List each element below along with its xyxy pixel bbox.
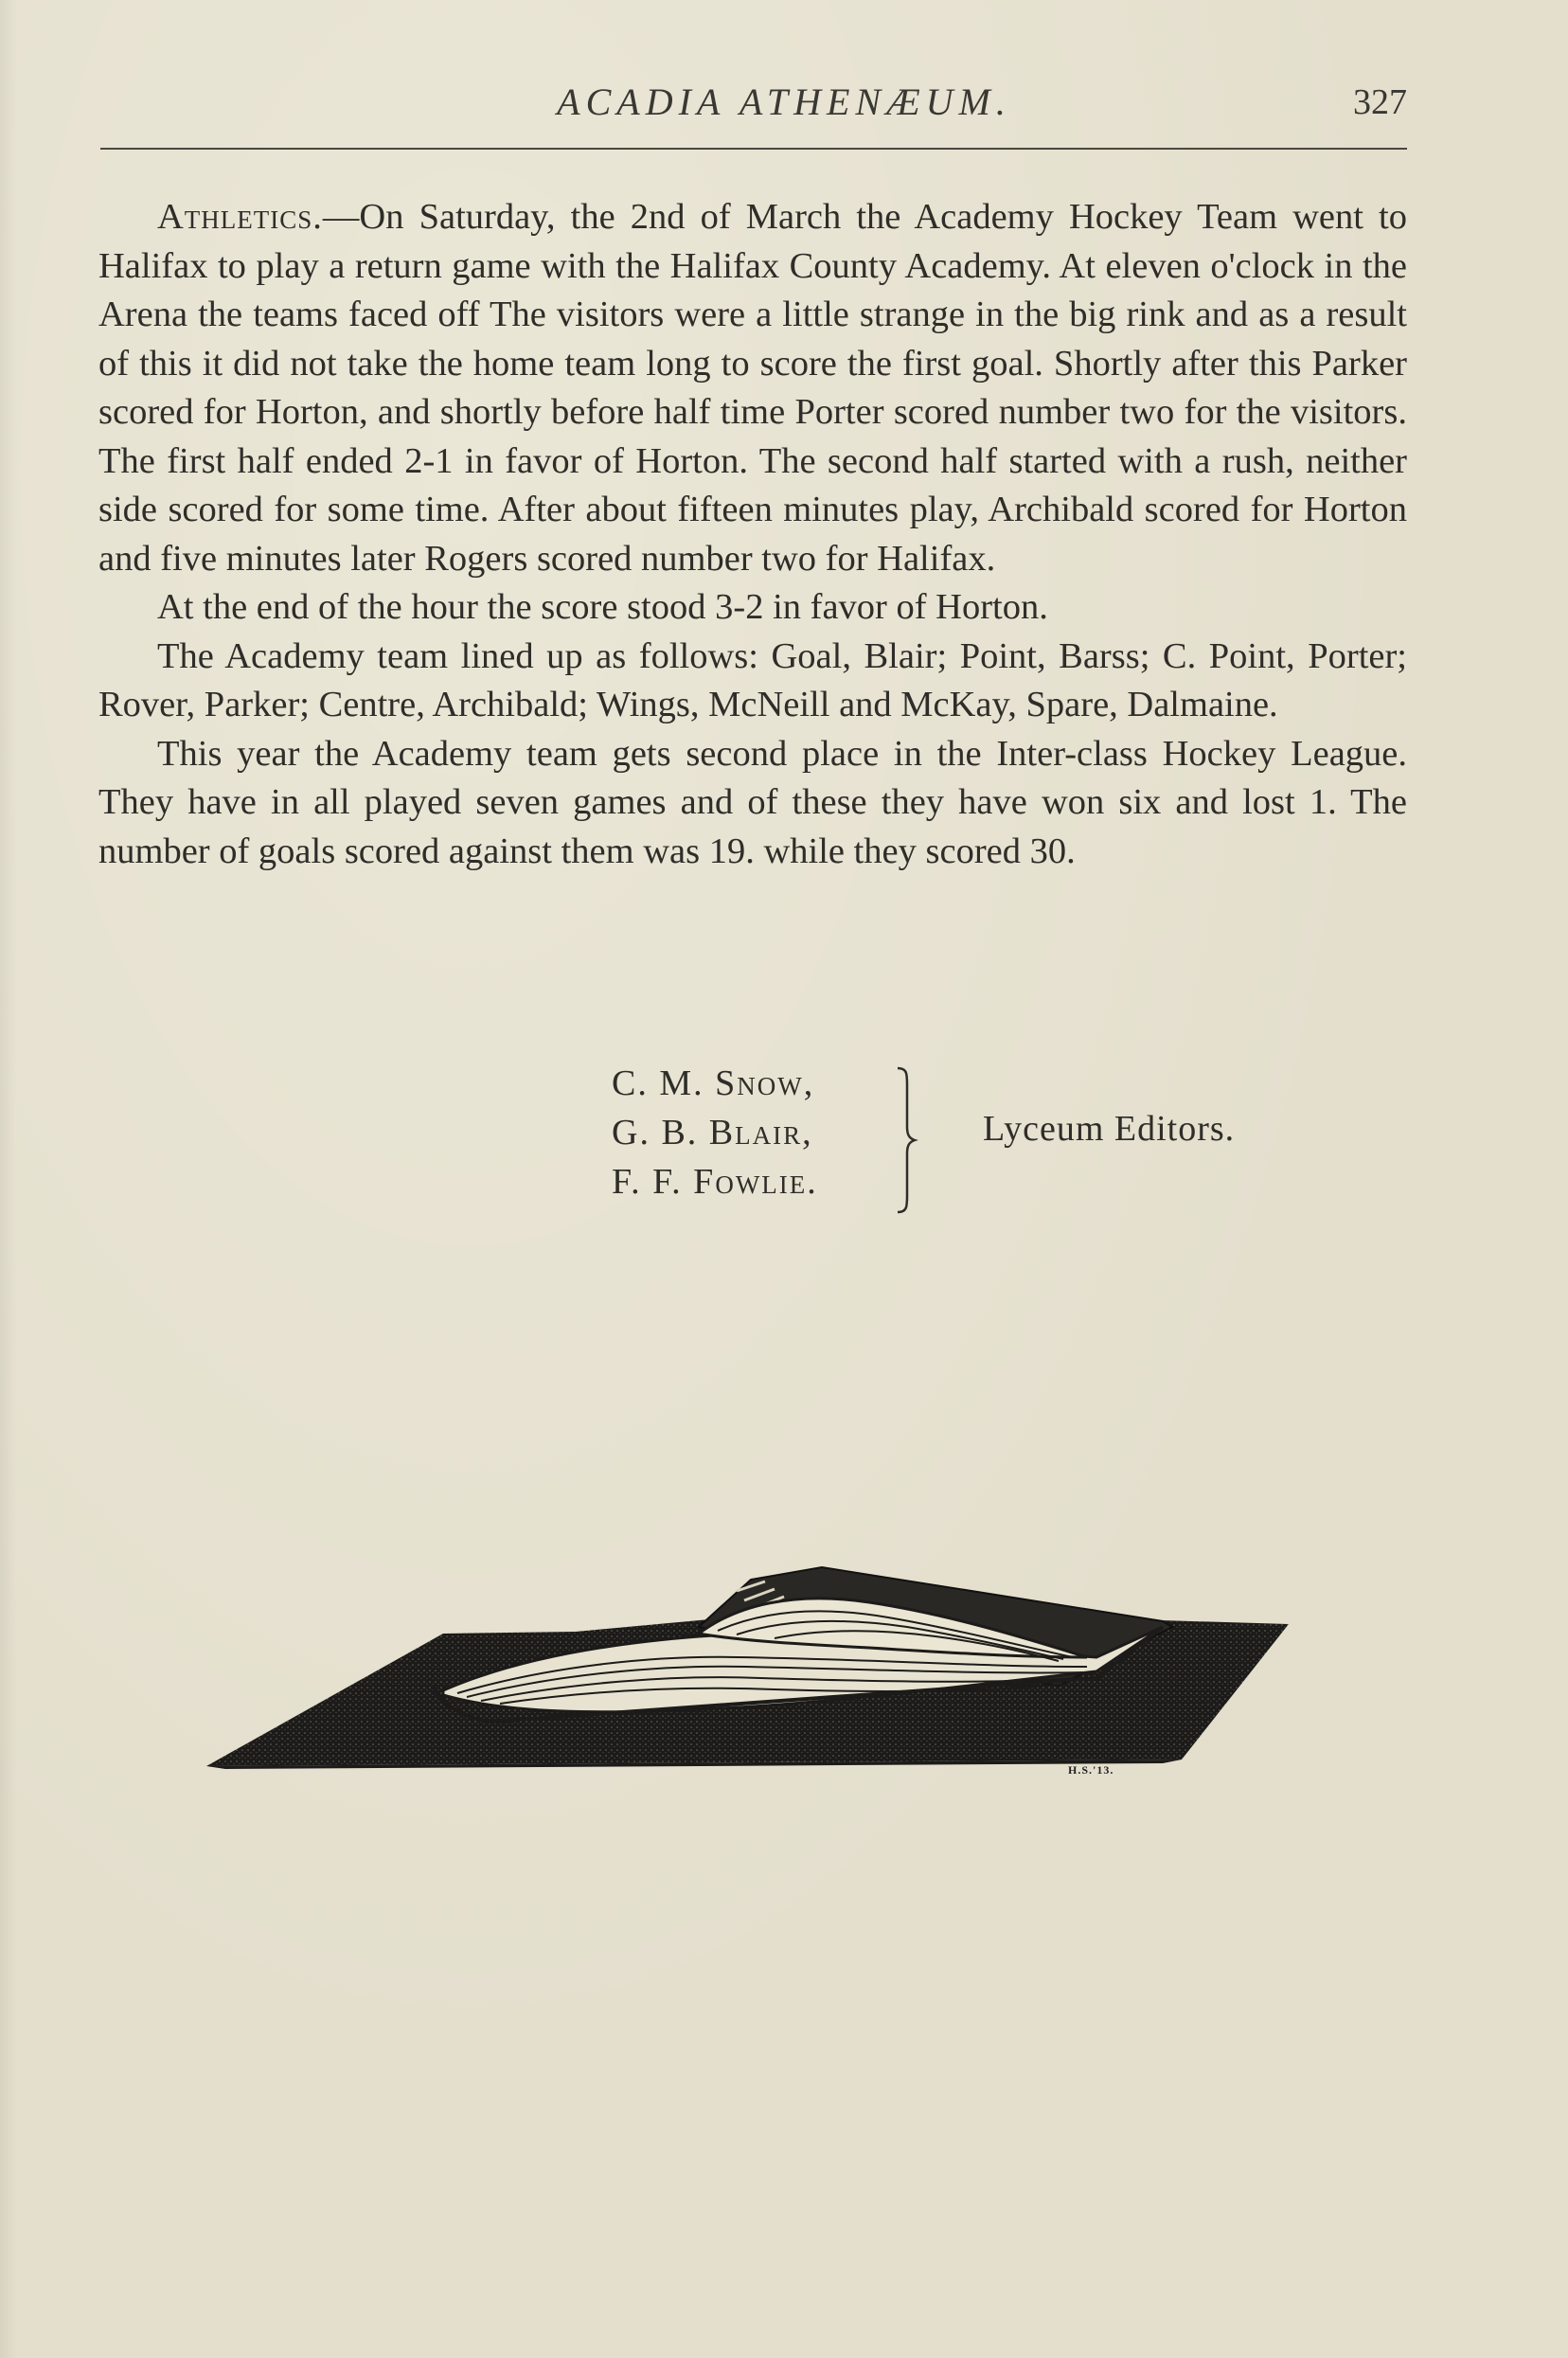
paragraph-athletics [98, 193, 1407, 583]
right-brace-icon [892, 1064, 920, 1216]
artist-mark: H.S.'13. [1068, 1763, 1114, 1777]
section-heading: Athletics. [157, 197, 323, 237]
editors-title: Lyceum Editors. [983, 1109, 1236, 1149]
editor-name: F. F. Fowlie. [612, 1162, 818, 1202]
paragraph-text: —On Saturday, the 2nd of March the Academy Hockey Team went to Halifax to play a return game with the Halifax County Academy. At eleven o'clock in the Arena the teams faced off The visitors were a little strange in the big rink and as a result of this it did not take the home team long to score the first goal. Shortly after this Parker scored for Horton, and shortly before half time Porter scored number two for the visitors. The first half ended 2-1 in favor of Horton. The second half started with a rush, neither side scored for some time. After about fifteen minutes play, Archibald scored for Horton and five minutes later Rogers scored number two for Halifax. [98, 197, 1407, 579]
paragraph-league-standing: This year the Academy team gets second place in the Inter-class Hockey League. They have in all played seven games and of these they have won six and lost 1. The number of goals scored against them was 19. while they scored 30. [98, 733, 1407, 871]
open-book-icon [206, 1515, 1295, 1799]
page-number: 327 [1353, 82, 1407, 122]
editor-signatures [612, 1059, 818, 1206]
article-body [98, 193, 1407, 876]
editor-name: C. M. Snow, [612, 1063, 815, 1103]
paragraph-final-score: At the end of the hour the score stood 3-2 in favor of Horton. [157, 587, 1048, 627]
header-divider [100, 148, 1407, 150]
paragraph-lineup: The Academy team lined up as follows: Goal, Blair; Point, Barss; C. Point, Porter; Rover, Parker; Centre, Archibald; Wings, McNeill and McKay, Spare, Dalmaine. [98, 635, 1407, 724]
editor-name: G. B. Blair, [612, 1113, 813, 1152]
running-title: ACADIA ATHENÆUM. [557, 80, 1011, 123]
